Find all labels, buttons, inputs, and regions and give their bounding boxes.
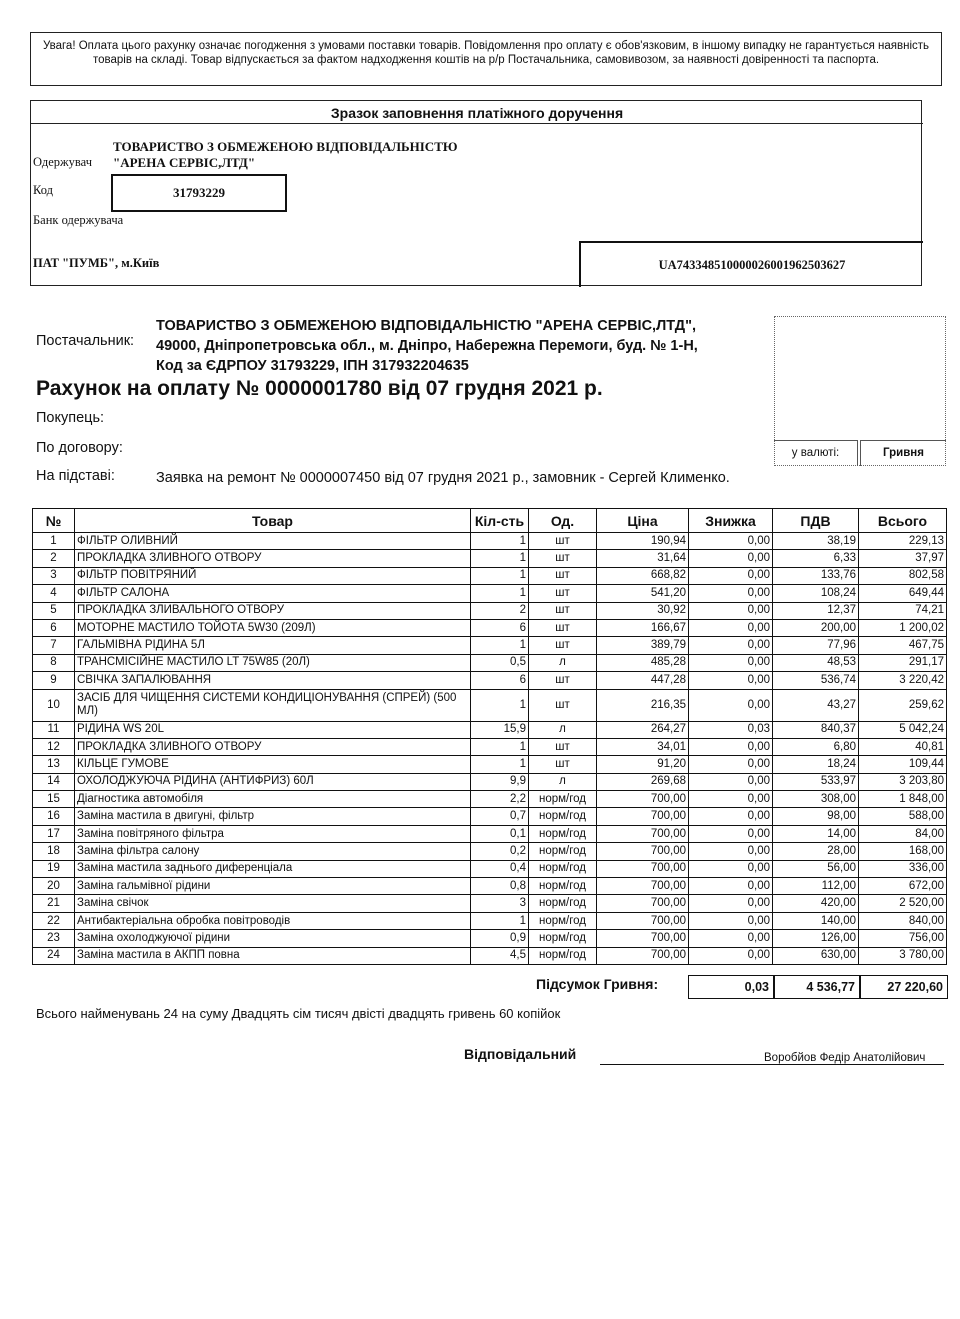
table-row [33, 843, 947, 860]
table-cell: 1 [471, 738, 529, 755]
table-cell: 0,00 [689, 843, 773, 860]
account-number: UA743348510000026001962503627 [579, 241, 923, 287]
table-cell: 126,00 [773, 930, 859, 947]
table-cell: 2 520,00 [859, 895, 947, 912]
column-header: Товар [75, 509, 471, 533]
table-cell: шт [529, 602, 597, 619]
table-cell: 700,00 [597, 791, 689, 808]
table-cell: 447,28 [597, 672, 689, 689]
table-cell: 700,00 [597, 878, 689, 895]
table-cell: ФІЛЬТР САЛОНА [75, 585, 471, 602]
currency-label: у валюті: [774, 440, 858, 466]
table-cell: 0,4 [471, 860, 529, 877]
table-cell: норм/год [529, 912, 597, 929]
table-cell: 77,96 [773, 637, 859, 654]
table-cell: Заміна мастила заднього диференціала [75, 860, 471, 877]
sample-title: Зразок заповнення платіжного доручення [330, 105, 624, 121]
table-cell: 756,00 [859, 930, 947, 947]
table-cell: 6 [471, 672, 529, 689]
table-cell: 91,20 [597, 756, 689, 773]
table-cell: 672,00 [859, 878, 947, 895]
divider [31, 123, 923, 124]
total-vat: 4 536,77 [774, 975, 860, 999]
table-cell: 0,00 [689, 947, 773, 964]
table-cell: шт [529, 533, 597, 550]
supplier-label: Постачальник: [36, 333, 135, 349]
table-cell: Заміна свічок [75, 895, 471, 912]
table-cell: 269,68 [597, 773, 689, 790]
divider [31, 285, 579, 286]
table-cell: 5 [33, 602, 75, 619]
payment-sample-box [30, 100, 922, 286]
table-cell: 1 848,00 [859, 791, 947, 808]
bank-label: Банк одержувача [33, 213, 124, 227]
table-cell: 18 [33, 843, 75, 860]
bank-value: ПАТ "ПУМБ", м.Київ [33, 256, 160, 270]
table-cell: 840,37 [773, 721, 859, 738]
table-cell: 200,00 [773, 619, 859, 636]
table-cell: 1 [471, 585, 529, 602]
recipient-name-line1: ТОВАРИСТВО З ОБМЕЖЕНОЮ ВІДПОВІДАЛЬНІСТЮ [113, 139, 458, 154]
table-cell: 588,00 [859, 808, 947, 825]
table-cell: 1 [471, 689, 529, 721]
table-cell: 0,2 [471, 843, 529, 860]
table-cell: КІЛЬЦЕ ГУМОВЕ [75, 756, 471, 773]
table-cell: 21 [33, 895, 75, 912]
table-cell: шт [529, 567, 597, 584]
table-cell: 23 [33, 930, 75, 947]
table-cell: 700,00 [597, 860, 689, 877]
table-cell: 2,2 [471, 791, 529, 808]
table-cell: 98,00 [773, 808, 859, 825]
supplier-details: ТОВАРИСТВО З ОБМЕЖЕНОЮ ВІДПОВІДАЛЬНІСТЮ "АРЕНА СЕРВІС,ЛТД", 49000, Дніпропетровська обл., м. Дніпро, Набережна Перемоги, буд. № 1-Н, Код за ЄДРПОУ 31793229, ІПН 317932204635 [156, 318, 698, 374]
table-cell: л [529, 721, 597, 738]
table-row [33, 567, 947, 584]
table-cell: Заміна мастила в двигуні, фільтр [75, 808, 471, 825]
table-cell: 0,00 [689, 654, 773, 671]
table-cell: 3 220,42 [859, 672, 947, 689]
table-row [33, 825, 947, 842]
column-header: ПДВ [773, 509, 859, 533]
table-cell: 34,01 [597, 738, 689, 755]
table-row [33, 878, 947, 895]
table-cell: 0,00 [689, 930, 773, 947]
code-value: 31793229 [111, 174, 287, 212]
table-cell: 4,5 [471, 947, 529, 964]
table-cell: 0,00 [689, 533, 773, 550]
table-cell: 0,00 [689, 756, 773, 773]
table-cell: 1 [471, 637, 529, 654]
table-row [33, 791, 947, 808]
table-cell: 0,00 [689, 637, 773, 654]
table-cell: 1 [471, 533, 529, 550]
table-row [33, 550, 947, 567]
table-cell: 18,24 [773, 756, 859, 773]
table-cell: 140,00 [773, 912, 859, 929]
table-cell: шт [529, 619, 597, 636]
table-cell: 6,80 [773, 738, 859, 755]
table-cell: 6,33 [773, 550, 859, 567]
table-cell: 2 [33, 550, 75, 567]
table-cell: 48,53 [773, 654, 859, 671]
table-cell: 264,27 [597, 721, 689, 738]
recipient-name-line2: "АРЕНА СЕРВІС,ЛТД" [113, 155, 256, 170]
table-cell: 0,00 [689, 912, 773, 929]
table-cell: 84,00 [859, 825, 947, 842]
table-cell: 190,94 [597, 533, 689, 550]
table-row [33, 895, 947, 912]
table-cell: 485,28 [597, 654, 689, 671]
table-cell: 14,00 [773, 825, 859, 842]
table-cell: 700,00 [597, 825, 689, 842]
table-cell: 0,00 [689, 825, 773, 842]
table-cell: 0,00 [689, 808, 773, 825]
table-cell: 0,00 [689, 585, 773, 602]
table-cell: Заміна мастила в АКПП повна [75, 947, 471, 964]
table-cell: 7 [33, 637, 75, 654]
table-row [33, 808, 947, 825]
table-cell: 259,62 [859, 689, 947, 721]
basis-label: На підставі: [36, 468, 115, 484]
table-cell: 0,00 [689, 773, 773, 790]
table-cell: 2 [471, 602, 529, 619]
table-cell: 15,9 [471, 721, 529, 738]
table-cell: 533,97 [773, 773, 859, 790]
table-row [33, 947, 947, 964]
responsible-label: Відповідальний [464, 1046, 577, 1062]
table-cell: 700,00 [597, 895, 689, 912]
table-cell: 3 203,80 [859, 773, 947, 790]
table-cell: 0,8 [471, 878, 529, 895]
table-row [33, 585, 947, 602]
table-cell: норм/год [529, 825, 597, 842]
table-cell: Антибактеріальна обробка повітроводів [75, 912, 471, 929]
table-cell: 22 [33, 912, 75, 929]
table-cell: норм/год [529, 843, 597, 860]
column-header: Од. [529, 509, 597, 533]
table-cell: 28,00 [773, 843, 859, 860]
table-cell: шт [529, 550, 597, 567]
table-cell: 112,00 [773, 878, 859, 895]
table-cell: 14 [33, 773, 75, 790]
table-cell: Заміна охолоджуючої рідини [75, 930, 471, 947]
table-cell: 0,03 [689, 721, 773, 738]
table-cell: 56,00 [773, 860, 859, 877]
table-cell: МОТОРНЕ МАСТИЛО ТОЙОТА 5W30 (209Л) [75, 619, 471, 636]
table-row [33, 756, 947, 773]
table-cell: норм/год [529, 808, 597, 825]
table-cell: 802,58 [859, 567, 947, 584]
table-cell: 43,27 [773, 689, 859, 721]
table-row [33, 689, 947, 721]
table-cell: л [529, 773, 597, 790]
table-cell: 8 [33, 654, 75, 671]
table-cell: 0,00 [689, 619, 773, 636]
table-cell: 11 [33, 721, 75, 738]
table-cell: 700,00 [597, 808, 689, 825]
table-cell: 291,17 [859, 654, 947, 671]
table-cell: 0,00 [689, 860, 773, 877]
table-row [33, 773, 947, 790]
table-cell: 15 [33, 791, 75, 808]
table-cell: 229,13 [859, 533, 947, 550]
table-cell: 1 200,02 [859, 619, 947, 636]
currency-value: Гривня [860, 440, 946, 466]
table-cell: 389,79 [597, 637, 689, 654]
table-cell: шт [529, 585, 597, 602]
table-cell: ЗАСІБ ДЛЯ ЧИЩЕННЯ СИСТЕМИ КОНДИЦІОНУВАННЯ (СПРЕЙ) (500 МЛ) [75, 689, 471, 721]
table-cell: норм/год [529, 947, 597, 964]
table-cell: 649,44 [859, 585, 947, 602]
table-cell: 840,00 [859, 912, 947, 929]
invoice-title: Рахунок на оплату № 0000001780 від 07 грудня 2021 р. [36, 377, 603, 400]
table-cell: 0,00 [689, 738, 773, 755]
table-cell: 216,35 [597, 689, 689, 721]
table-cell: 166,67 [597, 619, 689, 636]
table-cell: ОХОЛОДЖУЮЧА РІДИНА (АНТИФРИЗ) 60Л [75, 773, 471, 790]
table-cell: 6 [471, 619, 529, 636]
table-cell: ГАЛЬМІВНА РІДИНА 5Л [75, 637, 471, 654]
table-cell: норм/год [529, 930, 597, 947]
table-cell: 31,64 [597, 550, 689, 567]
column-header: Ціна [597, 509, 689, 533]
table-cell: 133,76 [773, 567, 859, 584]
contract-label: По договору: [36, 440, 123, 456]
table-cell: 168,00 [859, 843, 947, 860]
table-cell: 1 [471, 912, 529, 929]
table-cell: шт [529, 689, 597, 721]
table-cell: 700,00 [597, 930, 689, 947]
table-cell: 109,44 [859, 756, 947, 773]
table-cell: 1 [471, 756, 529, 773]
table-cell: ФІЛЬТР ОЛИВНИЙ [75, 533, 471, 550]
table-row [33, 637, 947, 654]
table-row [33, 619, 947, 636]
table-cell: 108,24 [773, 585, 859, 602]
table-cell: шт [529, 672, 597, 689]
summary-text: Всього найменувань 24 на суму Двадцять сім тисяч двісті двадцять гривень 60 копійок [36, 1006, 561, 1021]
table-cell: Заміна фільтра салону [75, 843, 471, 860]
table-cell: шт [529, 637, 597, 654]
table-cell: 3 [33, 567, 75, 584]
table-cell: 420,00 [773, 895, 859, 912]
table-cell: 700,00 [597, 912, 689, 929]
table-cell: 541,20 [597, 585, 689, 602]
column-header: № [33, 509, 75, 533]
table-cell: 9,9 [471, 773, 529, 790]
table-cell: 0,5 [471, 654, 529, 671]
table-cell: 19 [33, 860, 75, 877]
table-cell: 336,00 [859, 860, 947, 877]
total-discount: 0,03 [688, 975, 774, 999]
table-cell: норм/год [529, 895, 597, 912]
table-header-row [33, 509, 947, 533]
table-cell: 0,00 [689, 602, 773, 619]
table-cell: шт [529, 756, 597, 773]
table-cell: 38,19 [773, 533, 859, 550]
table-cell: норм/год [529, 878, 597, 895]
table-cell: 37,97 [859, 550, 947, 567]
table-cell: 0,00 [689, 791, 773, 808]
table-cell: 40,81 [859, 738, 947, 755]
table-cell: 0,1 [471, 825, 529, 842]
table-row [33, 654, 947, 671]
table-cell: 12 [33, 738, 75, 755]
table-cell: норм/год [529, 791, 597, 808]
table-cell: 0,9 [471, 930, 529, 947]
table-cell: ФІЛЬТР ПОВІТРЯНИЙ [75, 567, 471, 584]
table-cell: 630,00 [773, 947, 859, 964]
table-cell: ПРОКЛАДКА ЗЛИВНОГО ОТВОРУ [75, 738, 471, 755]
table-cell: ПРОКЛАДКА ЗЛИВНОГО ОТВОРУ [75, 550, 471, 567]
table-cell: 4 [33, 585, 75, 602]
table-cell: 9 [33, 672, 75, 689]
table-row [33, 860, 947, 877]
table-cell: 1 [471, 567, 529, 584]
totals-label: Підсумок Гривня: [536, 976, 659, 992]
table-cell: 10 [33, 689, 75, 721]
table-cell: 1 [471, 550, 529, 567]
code-label: Код [33, 183, 53, 197]
responsible-name: Воробйов Федір Анатолійович [764, 1052, 926, 1064]
table-cell: 0,00 [689, 689, 773, 721]
table-cell: 17 [33, 825, 75, 842]
currency-box [774, 440, 946, 466]
table-cell: Діагностика автомобіля [75, 791, 471, 808]
table-cell: 467,75 [859, 637, 947, 654]
table-cell: 5 042,24 [859, 721, 947, 738]
table-cell: 0,00 [689, 895, 773, 912]
table-cell: 0,00 [689, 672, 773, 689]
table-cell: 74,21 [859, 602, 947, 619]
table-cell: 6 [33, 619, 75, 636]
table-cell: 13 [33, 756, 75, 773]
table-row [33, 930, 947, 947]
recipient-label: Одержувач [33, 155, 92, 169]
table-row [33, 602, 947, 619]
table-cell: Заміна гальмівної рідини [75, 878, 471, 895]
table-row [33, 533, 947, 550]
table-cell: ПРОКЛАДКА ЗЛИВАЛЬНОГО ОТВОРУ [75, 602, 471, 619]
table-row [33, 912, 947, 929]
table-cell: 16 [33, 808, 75, 825]
table-cell: 668,82 [597, 567, 689, 584]
basis-value: Заявка на ремонт № 0000007450 від 07 грудня 2021 р., замовник - Сергей Клименко. [156, 470, 730, 486]
table-cell: 1 [33, 533, 75, 550]
buyer-label: Покупець: [36, 410, 105, 426]
table-cell: СВІЧКА ЗАПАЛЮВАННЯ [75, 672, 471, 689]
table-cell: 20 [33, 878, 75, 895]
table-cell: л [529, 654, 597, 671]
table-cell: шт [529, 738, 597, 755]
table-cell: Заміна повітряного фільтра [75, 825, 471, 842]
table-cell: 3 780,00 [859, 947, 947, 964]
table-cell: 0,00 [689, 550, 773, 567]
table-cell: РІДИНА WS 20L [75, 721, 471, 738]
signature-line [600, 1064, 944, 1065]
table-row [33, 738, 947, 755]
table-cell: 24 [33, 947, 75, 964]
table-cell: 12,37 [773, 602, 859, 619]
column-header: Знижка [689, 509, 773, 533]
table-cell: 308,00 [773, 791, 859, 808]
table-cell: норм/год [529, 860, 597, 877]
table-cell: 536,74 [773, 672, 859, 689]
payment-notice: Увага! Оплата цього рахунку означає погодження з умовами поставки товарів. Повідомлення про оплату є обов'язковим, в іншому випадку не гарантується наявність товарів на складі. Товар відпускається за фактом надходження коштів на р/р Постачальника, самовивозом, за наявності довіренності та паспорта. [30, 32, 942, 86]
table-cell: 3 [471, 895, 529, 912]
table-cell: 700,00 [597, 947, 689, 964]
table-cell: 30,92 [597, 602, 689, 619]
column-header: Кіл-сть [471, 509, 529, 533]
table-cell: 0,00 [689, 567, 773, 584]
table-cell: 0,7 [471, 808, 529, 825]
table-row [33, 672, 947, 689]
column-header: Всього [859, 509, 947, 533]
table-cell: 0,00 [689, 878, 773, 895]
total-sum: 27 220,60 [860, 975, 948, 999]
table-cell: ТРАНСМІСІЙНЕ МАСТИЛО LT 75W85 (20Л) [75, 654, 471, 671]
table-row [33, 721, 947, 738]
items-table [32, 508, 947, 965]
table-cell: 700,00 [597, 843, 689, 860]
